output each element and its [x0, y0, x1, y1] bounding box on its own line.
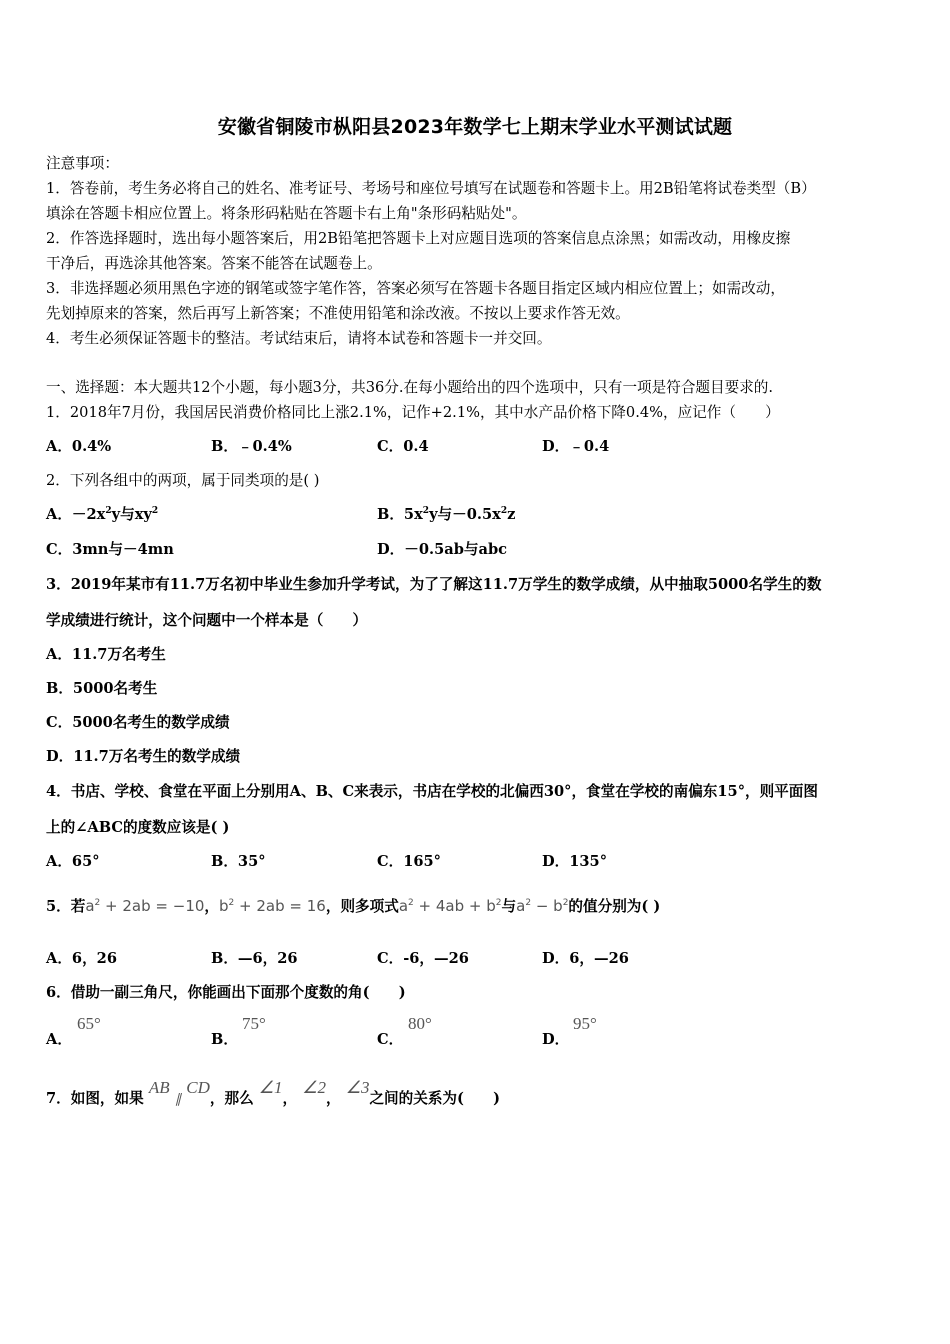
notice-heading: 注意事项：	[46, 155, 119, 172]
q5-option-c: C．-6，—26	[377, 950, 469, 967]
q6-option-a: A．	[46, 1031, 72, 1048]
question-5-stem: 5．若$a^2 + 2ab = -10$，$b^2 + 2ab = 16$，则多项式$a^2 + 4ab + b^2$与$a^2 - b^2$的值分别为( )	[46, 897, 661, 915]
q2-option-c: C．3mn与－4mn	[46, 541, 174, 558]
equation-2: $b^2 + 2ab = 16$	[219, 897, 326, 915]
q6-option-d: D．	[542, 1031, 570, 1048]
q5-option-b: B．—6，26	[211, 950, 298, 967]
question-4-stem: 上的∠ABC的度数应该是( )	[46, 819, 230, 836]
polynomial-2: $a^2 - b^2$	[516, 897, 569, 915]
q1-option-d: D．﹣0.4	[542, 438, 610, 455]
q1-option-b: B．﹣0.4%	[211, 438, 292, 455]
q6-option-a-value: 65°	[77, 1014, 101, 1033]
q3-option-b: B．5000名考生	[46, 680, 158, 697]
q2-option-d: D．－0.5ab与abc	[377, 541, 508, 558]
angle-3: ∠3	[345, 1078, 370, 1097]
notice-line: 2．作答选择题时，选出每小题答案后，用2B铅笔把答题卡上对应题目选项的答案信息点涂黑；如需改动，用橡皮擦	[46, 230, 791, 247]
q6-option-c-value: 80°	[408, 1014, 432, 1033]
q4-option-b: B．35°	[211, 853, 266, 870]
q3-option-c: C．5000名考生的数学成绩	[46, 714, 230, 731]
line-cd: CD	[186, 1078, 210, 1097]
line-ab: AB	[148, 1078, 170, 1097]
q6-option-d-value: 95°	[573, 1014, 597, 1033]
question-2-stem: 2．下列各组中的两项，属于同类项的是( )	[46, 472, 320, 489]
q3-option-d: D．11.7万名考生的数学成绩	[46, 748, 241, 765]
section-heading: 一、选择题：本大题共12个小题，每小题3分，共36分.在每小题给出的四个选项中，只有一项是符合题目要求的.	[46, 379, 774, 396]
q4-option-d: D．135°	[542, 853, 608, 870]
question-7-stem: 7．如图，如果 AB ∥ CD，那么 ∠1， ∠2， ∠3之间的关系为( )	[46, 1078, 501, 1107]
question-1-stem: 1．2018年7月份，我国居民消费价格同比上涨2.1%，记作+2.1%，其中水产品价格下降0.4%，应记作（ ）	[46, 404, 780, 421]
q2-option-b: B．$5x^2y$与$-0.5x^2z$	[377, 506, 516, 523]
page-title: 安徽省铜陵市枞阳县2023年数学七上期末学业水平测试试题	[217, 116, 733, 138]
q1-option-a: A．0.4%	[46, 438, 112, 455]
q4-option-c: C．165°	[377, 853, 441, 870]
q6-option-b: B．	[211, 1031, 238, 1048]
q2-option-a: A．$-2x^2y$与$xy^2$	[46, 506, 159, 523]
q1-option-c: C．0.4	[377, 438, 429, 455]
notice-line: 填涂在答题卡相应位置上。将条形码粘贴在答题卡右上角"条形码粘贴处"。	[46, 205, 527, 222]
q4-option-a: A．65°	[46, 853, 100, 870]
notice-line: 4．考生必须保证答题卡的整洁。考试结束后，请将本试卷和答题卡一并交回。	[46, 330, 552, 347]
question-4-stem: 4．书店、学校、食堂在平面上分别用A、B、C来表示，书店在学校的北偏西30°，食堂在学校的南偏东15°，则平面图	[46, 783, 818, 800]
q6-option-c: C．	[377, 1031, 404, 1048]
question-6-stem: 6．借助一副三角尺，你能画出下面那个度数的角( )	[46, 984, 406, 1001]
q5-option-a: A．6，26	[46, 950, 117, 967]
equation-1: $a^2 + 2ab = -10$	[85, 897, 205, 915]
q5-option-d: D．6，—26	[542, 950, 629, 967]
angle-2: ∠2	[302, 1078, 326, 1097]
parallel-symbol: ∥	[174, 1091, 182, 1106]
notice-line: 1．答卷前，考生务必将自己的姓名、准考证号、考场号和座位号填写在试题卷和答题卡上。用2B铅笔将试卷类型（B）	[46, 180, 816, 197]
q6-option-b-value: 75°	[242, 1014, 266, 1033]
q3-option-a: A．11.7万名考生	[46, 646, 166, 663]
question-3-stem: 3．2019年某市有11.7万名初中毕业生参加升学考试，为了了解这11.7万学生的数学成绩，从中抽取5000名学生的数	[46, 576, 822, 593]
notice-line: 先划掉原来的答案，然后再写上新答案；不准使用铅笔和涂改液。不按以上要求作答无效。	[46, 305, 630, 322]
angle-1: ∠1	[258, 1078, 283, 1097]
question-3-stem: 学成绩进行统计，这个问题中一个样本是（ ）	[46, 612, 368, 629]
notice-line: 干净后，再选涂其他答案。答案不能答在试题卷上。	[46, 255, 382, 272]
notice-line: 3．非选择题必须用黑色字迹的钢笔或签字笔作答，答案必须写在答题卡各题目指定区域内相应位置上；如需改动，	[46, 280, 785, 297]
polynomial-1: $a^2 + 4ab + b^2$	[398, 897, 502, 915]
